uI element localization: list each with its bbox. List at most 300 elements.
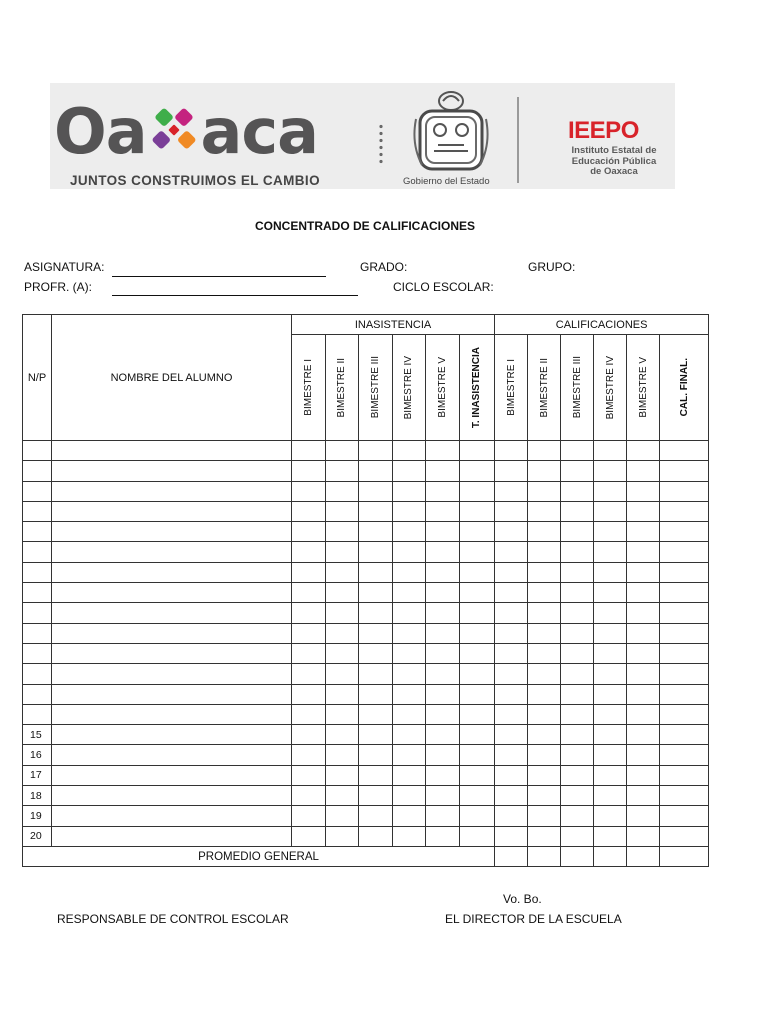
student-name-cell[interactable] — [52, 603, 292, 623]
state-coat-of-arms-icon — [410, 89, 492, 173]
calificacion-cell[interactable] — [627, 461, 660, 481]
calificacion-cell[interactable] — [594, 765, 627, 785]
calificacion-cell[interactable] — [660, 786, 709, 806]
row-number-cell — [23, 441, 52, 461]
calificacion-cell[interactable] — [561, 684, 594, 704]
inasistencia-cell[interactable] — [459, 522, 495, 542]
calificacion-cell[interactable] — [660, 826, 709, 846]
inasistencia-cell[interactable] — [392, 704, 426, 724]
inasistencia-cell[interactable] — [292, 725, 326, 745]
inasistencia-cell[interactable] — [426, 725, 460, 745]
inasistencia-cell[interactable] — [325, 623, 359, 643]
inasistencia-cell[interactable] — [325, 522, 359, 542]
calificacion-cell[interactable] — [660, 765, 709, 785]
student-name-cell[interactable] — [52, 542, 292, 562]
inasistencia-cell[interactable] — [359, 704, 393, 724]
inasistencia-cell[interactable] — [359, 501, 393, 521]
calificacion-cell[interactable] — [561, 583, 594, 603]
student-name-cell[interactable] — [52, 765, 292, 785]
student-name-cell[interactable] — [52, 643, 292, 663]
grades-table — [22, 314, 709, 867]
inasistencia-cell[interactable] — [392, 542, 426, 562]
calificacion-cell[interactable] — [561, 806, 594, 826]
inasistencia-cell[interactable] — [292, 806, 326, 826]
calificacion-cell[interactable] — [561, 745, 594, 765]
inasistencia-cell[interactable] — [426, 583, 460, 603]
calificacion-col-header: BIMESTRE I — [495, 335, 528, 441]
calificacion-cell[interactable] — [528, 461, 561, 481]
inasistencia-cell[interactable] — [392, 583, 426, 603]
inasistencia-cell[interactable] — [426, 461, 460, 481]
inasistencia-cell[interactable] — [359, 583, 393, 603]
calificacion-cell[interactable] — [627, 562, 660, 582]
inasistencia-cell[interactable] — [426, 542, 460, 562]
inasistencia-cell[interactable] — [359, 522, 393, 542]
calificacion-cell[interactable] — [528, 542, 561, 562]
calificacion-cell[interactable] — [495, 562, 528, 582]
calificacion-cell[interactable] — [495, 501, 528, 521]
calificacion-cell[interactable] — [594, 441, 627, 461]
inasistencia-cell[interactable] — [459, 806, 495, 826]
inasistencia-cell[interactable] — [292, 704, 326, 724]
inasistencia-cell[interactable] — [459, 623, 495, 643]
calificacion-cell[interactable] — [561, 826, 594, 846]
inasistencia-cell[interactable] — [392, 643, 426, 663]
inasistencia-cell[interactable] — [359, 461, 393, 481]
inasistencia-cell[interactable] — [392, 664, 426, 684]
calificacion-cell[interactable] — [660, 603, 709, 623]
calificacion-cell[interactable] — [594, 583, 627, 603]
table-row — [23, 623, 709, 643]
calificacion-cell[interactable] — [660, 481, 709, 501]
calificacion-cell[interactable] — [528, 745, 561, 765]
calificacion-cell[interactable] — [594, 643, 627, 663]
inasistencia-cell[interactable] — [459, 786, 495, 806]
inasistencia-cell[interactable] — [292, 826, 326, 846]
director-signature-label: EL DIRECTOR DE LA ESCUELA — [445, 912, 622, 926]
calificacion-cell[interactable] — [594, 461, 627, 481]
calificacion-cell[interactable] — [561, 481, 594, 501]
calificacion-cell[interactable] — [561, 542, 594, 562]
student-name-cell[interactable] — [52, 684, 292, 704]
calificacion-cell[interactable] — [495, 704, 528, 724]
calificacion-cell[interactable] — [594, 562, 627, 582]
inasistencia-cell[interactable] — [392, 562, 426, 582]
calificacion-cell[interactable] — [660, 704, 709, 724]
calificacion-cell[interactable] — [594, 501, 627, 521]
calificacion-cell[interactable] — [528, 684, 561, 704]
inasistencia-cell[interactable] — [459, 826, 495, 846]
inasistencia-cell[interactable] — [459, 745, 495, 765]
calificacion-cell[interactable] — [660, 461, 709, 481]
calificacion-cell[interactable] — [561, 603, 594, 623]
inasistencia-cell[interactable] — [392, 684, 426, 704]
inasistencia-cell[interactable] — [392, 786, 426, 806]
promedio-cell[interactable] — [594, 846, 627, 866]
inasistencia-cell[interactable] — [426, 562, 460, 582]
asignatura-label: ASIGNATURA: — [24, 260, 105, 274]
cal-final-header: CAL. FINAL. — [660, 335, 709, 441]
table-row — [23, 684, 709, 704]
row-number-cell — [23, 501, 52, 521]
calificacion-cell[interactable] — [528, 583, 561, 603]
inasistencia-cell[interactable] — [392, 603, 426, 623]
inasistencia-cell[interactable] — [426, 441, 460, 461]
inasistencia-cell[interactable] — [359, 603, 393, 623]
calificacion-cell[interactable] — [594, 603, 627, 623]
table-row — [23, 522, 709, 542]
inasistencia-col-header: BIMESTRE IV — [392, 335, 426, 441]
calificacion-cell[interactable] — [561, 562, 594, 582]
table-row — [23, 826, 709, 846]
student-name-cell[interactable] — [52, 501, 292, 521]
calificacion-cell[interactable] — [528, 522, 561, 542]
calificacion-cell[interactable] — [528, 623, 561, 643]
calificacion-cell[interactable] — [594, 522, 627, 542]
calificacion-cell[interactable] — [495, 481, 528, 501]
inasistencia-cell[interactable] — [459, 765, 495, 785]
calificacion-cell[interactable] — [627, 826, 660, 846]
table-row — [23, 643, 709, 663]
student-name-cell[interactable] — [52, 664, 292, 684]
inasistencia-cell[interactable] — [325, 664, 359, 684]
row-number-cell — [23, 643, 52, 663]
calificacion-cell[interactable] — [660, 583, 709, 603]
inasistencia-cell[interactable] — [459, 603, 495, 623]
calificacion-cell[interactable] — [495, 684, 528, 704]
calificacion-cell[interactable] — [627, 501, 660, 521]
inasistencia-cell[interactable] — [459, 643, 495, 663]
inasistencia-cell[interactable] — [392, 765, 426, 785]
inasistencia-cell[interactable] — [392, 441, 426, 461]
promedio-cell[interactable] — [561, 846, 594, 866]
inasistencia-cell[interactable] — [325, 826, 359, 846]
inasistencia-cell[interactable] — [392, 461, 426, 481]
inasistencia-cell[interactable] — [325, 461, 359, 481]
calificacion-cell[interactable] — [660, 501, 709, 521]
inasistencia-cell[interactable] — [392, 501, 426, 521]
inasistencia-cell[interactable] — [325, 562, 359, 582]
row-number-cell: 20 — [23, 826, 52, 846]
np-header: N/P — [23, 315, 52, 441]
inasistencia-cell[interactable] — [292, 461, 326, 481]
inasistencia-cell[interactable] — [325, 603, 359, 623]
calificacion-cell[interactable] — [495, 461, 528, 481]
calificacion-col-header: BIMESTRE IV — [594, 335, 627, 441]
inasistencia-cell[interactable] — [392, 745, 426, 765]
calificacion-cell[interactable] — [528, 664, 561, 684]
table-row — [23, 765, 709, 785]
inasistencia-cell[interactable] — [459, 501, 495, 521]
calificacion-cell[interactable] — [627, 643, 660, 663]
inasistencia-cell[interactable] — [359, 765, 393, 785]
inasistencia-cell[interactable] — [426, 623, 460, 643]
calificacion-cell[interactable] — [594, 806, 627, 826]
asignatura-field[interactable] — [112, 276, 326, 277]
document-title: CONCENTRADO DE CALIFICACIONES — [254, 219, 475, 233]
calificacion-cell[interactable] — [495, 603, 528, 623]
calificacion-cell[interactable] — [627, 765, 660, 785]
calificacion-cell[interactable] — [495, 441, 528, 461]
inasistencia-cell[interactable] — [359, 441, 393, 461]
calificacion-cell[interactable] — [561, 461, 594, 481]
row-number-cell — [23, 562, 52, 582]
calificacion-cell[interactable] — [627, 725, 660, 745]
inasistencia-cell[interactable] — [459, 725, 495, 745]
calificacion-cell[interactable] — [627, 583, 660, 603]
calificacion-cell[interactable] — [594, 481, 627, 501]
calificacion-col-header: BIMESTRE V — [627, 335, 660, 441]
calificacion-cell[interactable] — [495, 786, 528, 806]
inasistencia-cell[interactable] — [459, 461, 495, 481]
calificacion-cell[interactable] — [660, 725, 709, 745]
inasistencia-cell[interactable] — [459, 441, 495, 461]
inasistencia-cell[interactable] — [359, 643, 393, 663]
calificacion-cell[interactable] — [594, 542, 627, 562]
calificacion-cell[interactable] — [660, 562, 709, 582]
student-name-cell[interactable] — [52, 704, 292, 724]
inasistencia-cell[interactable] — [325, 643, 359, 663]
inasistencia-cell[interactable] — [392, 725, 426, 745]
calificacion-cell[interactable] — [561, 623, 594, 643]
calificacion-cell[interactable] — [561, 704, 594, 724]
student-name-header: NOMBRE DEL ALUMNO — [52, 315, 292, 441]
inasistencia-cell[interactable] — [359, 725, 393, 745]
calificacion-cell[interactable] — [627, 786, 660, 806]
calificacion-cell[interactable] — [627, 481, 660, 501]
calificacion-cell[interactable] — [660, 684, 709, 704]
inasistencia-cell[interactable] — [359, 562, 393, 582]
calificacion-cell[interactable] — [561, 725, 594, 745]
calificacion-cell[interactable] — [561, 501, 594, 521]
calificacion-cell[interactable] — [660, 623, 709, 643]
inasistencia-cell[interactable] — [459, 481, 495, 501]
calificacion-cell[interactable] — [660, 745, 709, 765]
calificacion-cell[interactable] — [495, 725, 528, 745]
calificacion-cell[interactable] — [528, 501, 561, 521]
student-name-cell[interactable] — [52, 623, 292, 643]
calificacion-cell[interactable] — [528, 704, 561, 724]
calificacion-cell[interactable] — [660, 664, 709, 684]
calificacion-cell[interactable] — [495, 583, 528, 603]
calificacion-cell[interactable] — [561, 786, 594, 806]
calificacion-cell[interactable] — [495, 643, 528, 663]
calificacion-cell[interactable] — [660, 643, 709, 663]
inasistencia-cell[interactable] — [325, 806, 359, 826]
inasistencia-cell[interactable] — [426, 765, 460, 785]
inasistencia-cell[interactable] — [325, 786, 359, 806]
inasistencia-cell[interactable] — [292, 501, 326, 521]
inasistencia-cell[interactable] — [392, 481, 426, 501]
student-name-cell[interactable] — [52, 725, 292, 745]
student-name-cell[interactable] — [52, 481, 292, 501]
calificacion-cell[interactable] — [528, 562, 561, 582]
calificacion-cell[interactable] — [594, 623, 627, 643]
calificacion-cell[interactable] — [594, 664, 627, 684]
inasistencia-cell[interactable] — [392, 806, 426, 826]
calificacion-cell[interactable] — [660, 522, 709, 542]
calificacion-cell[interactable] — [528, 806, 561, 826]
inasistencia-cell[interactable] — [459, 583, 495, 603]
calificacion-cell[interactable] — [594, 725, 627, 745]
calificacion-cell[interactable] — [627, 745, 660, 765]
inasistencia-cell[interactable] — [426, 522, 460, 542]
calificacion-cell[interactable] — [528, 765, 561, 785]
calificacion-cell[interactable] — [627, 623, 660, 643]
calificacion-cell[interactable] — [627, 684, 660, 704]
inasistencia-cell[interactable] — [426, 643, 460, 663]
responsable-signature-label: RESPONSABLE DE CONTROL ESCOLAR — [57, 912, 289, 926]
student-name-cell[interactable] — [52, 745, 292, 765]
inasistencia-cell[interactable] — [325, 583, 359, 603]
calificacion-cell[interactable] — [561, 441, 594, 461]
vobo-label: Vo. Bo. — [503, 892, 542, 906]
calificacion-cell[interactable] — [594, 704, 627, 724]
inasistencia-cell[interactable] — [392, 522, 426, 542]
inasistencia-cell[interactable] — [392, 623, 426, 643]
inasistencia-cell[interactable] — [459, 664, 495, 684]
inasistencia-cell[interactable] — [325, 725, 359, 745]
government-label: Gobierno del Estado — [403, 176, 490, 187]
inasistencia-cell[interactable] — [292, 583, 326, 603]
inasistencia-cell[interactable] — [426, 745, 460, 765]
student-name-cell[interactable] — [52, 461, 292, 481]
calificacion-cell[interactable] — [594, 745, 627, 765]
inasistencia-cell[interactable] — [459, 562, 495, 582]
inasistencia-cell[interactable] — [459, 542, 495, 562]
promedio-cell[interactable] — [495, 846, 528, 866]
inasistencia-cell[interactable] — [426, 603, 460, 623]
calificacion-cell[interactable] — [528, 643, 561, 663]
calificacion-cell[interactable] — [495, 542, 528, 562]
ieepo-name-line: Instituto Estatal de — [571, 145, 657, 156]
calificacion-cell[interactable] — [495, 806, 528, 826]
inasistencia-cell[interactable] — [325, 704, 359, 724]
student-name-cell[interactable] — [52, 522, 292, 542]
calificacion-cell[interactable] — [627, 603, 660, 623]
student-name-cell[interactable] — [52, 441, 292, 461]
inasistencia-col-header: BIMESTRE II — [325, 335, 359, 441]
inasistencia-cell[interactable] — [292, 603, 326, 623]
calificacion-cell[interactable] — [495, 826, 528, 846]
calificacion-cell[interactable] — [660, 542, 709, 562]
inasistencia-cell[interactable] — [292, 623, 326, 643]
inasistencia-cell[interactable] — [292, 745, 326, 765]
calificacion-cell[interactable] — [561, 664, 594, 684]
calificacion-cell[interactable] — [561, 643, 594, 663]
calificacion-cell[interactable] — [627, 441, 660, 461]
inasistencia-cell[interactable] — [392, 826, 426, 846]
inasistencia-cell[interactable] — [292, 664, 326, 684]
inasistencia-cell[interactable] — [359, 826, 393, 846]
table-row — [23, 603, 709, 623]
inasistencia-cell[interactable] — [292, 643, 326, 663]
inasistencia-cell[interactable] — [426, 684, 460, 704]
promedio-cell[interactable] — [627, 846, 660, 866]
profesor-field[interactable] — [112, 295, 358, 296]
inasistencia-cell[interactable] — [359, 684, 393, 704]
table-row — [23, 725, 709, 745]
calificacion-cell[interactable] — [495, 623, 528, 643]
calificacion-cell[interactable] — [495, 765, 528, 785]
calificacion-cell[interactable] — [495, 522, 528, 542]
row-number-cell — [23, 664, 52, 684]
inasistencia-cell[interactable] — [292, 542, 326, 562]
student-name-cell[interactable] — [52, 786, 292, 806]
inasistencia-cell[interactable] — [292, 522, 326, 542]
inasistencia-cell[interactable] — [359, 745, 393, 765]
calificacion-cell[interactable] — [495, 745, 528, 765]
calificacion-cell[interactable] — [627, 522, 660, 542]
student-name-cell[interactable] — [52, 562, 292, 582]
calificacion-cell[interactable] — [528, 603, 561, 623]
calificacion-cell[interactable] — [528, 786, 561, 806]
inasistencia-cell[interactable] — [426, 806, 460, 826]
inasistencia-cell[interactable] — [292, 481, 326, 501]
calificacion-cell[interactable] — [594, 786, 627, 806]
inasistencia-cell[interactable] — [459, 704, 495, 724]
inasistencia-cell[interactable] — [359, 481, 393, 501]
calificacion-cell[interactable] — [561, 765, 594, 785]
promedio-cell[interactable] — [528, 846, 561, 866]
inasistencia-cell[interactable] — [426, 501, 460, 521]
inasistencia-cell[interactable] — [359, 664, 393, 684]
calificacion-cell[interactable] — [528, 725, 561, 745]
inasistencia-cell[interactable] — [292, 562, 326, 582]
calificacion-cell[interactable] — [528, 441, 561, 461]
inasistencia-cell[interactable] — [325, 684, 359, 704]
calificacion-cell[interactable] — [627, 806, 660, 826]
inasistencia-cell[interactable] — [426, 664, 460, 684]
inasistencia-cell[interactable] — [292, 786, 326, 806]
inasistencia-cell[interactable] — [325, 745, 359, 765]
row-number-cell — [23, 481, 52, 501]
student-name-cell[interactable] — [52, 826, 292, 846]
inasistencia-cell[interactable] — [426, 826, 460, 846]
calificacion-cell[interactable] — [627, 704, 660, 724]
student-name-cell[interactable] — [52, 583, 292, 603]
calificacion-cell[interactable] — [627, 664, 660, 684]
inasistencia-cell[interactable] — [325, 481, 359, 501]
calificacion-cell[interactable] — [594, 684, 627, 704]
calificacion-cell[interactable] — [495, 664, 528, 684]
inasistencia-cell[interactable] — [459, 684, 495, 704]
inasistencia-cell[interactable] — [426, 704, 460, 724]
inasistencia-cell[interactable] — [359, 806, 393, 826]
inasistencia-cell[interactable] — [292, 765, 326, 785]
promedio-cell[interactable] — [660, 846, 709, 866]
calificacion-cell[interactable] — [594, 826, 627, 846]
inasistencia-cell[interactable] — [325, 542, 359, 562]
calificacion-cell[interactable] — [627, 542, 660, 562]
inasistencia-cell[interactable] — [359, 623, 393, 643]
calificacion-cell[interactable] — [528, 826, 561, 846]
calificacion-cell[interactable] — [660, 806, 709, 826]
inasistencia-cell[interactable] — [292, 684, 326, 704]
student-name-cell[interactable] — [52, 806, 292, 826]
inasistencia-cell[interactable] — [325, 765, 359, 785]
inasistencia-cell[interactable] — [426, 786, 460, 806]
calificacion-cell[interactable] — [660, 441, 709, 461]
calificacion-cell[interactable] — [528, 481, 561, 501]
inasistencia-cell[interactable] — [325, 501, 359, 521]
inasistencia-cell[interactable] — [292, 441, 326, 461]
calificacion-cell[interactable] — [561, 522, 594, 542]
inasistencia-cell[interactable] — [359, 786, 393, 806]
inasistencia-cell[interactable] — [426, 481, 460, 501]
inasistencia-cell[interactable] — [359, 542, 393, 562]
inasistencia-cell[interactable] — [325, 441, 359, 461]
